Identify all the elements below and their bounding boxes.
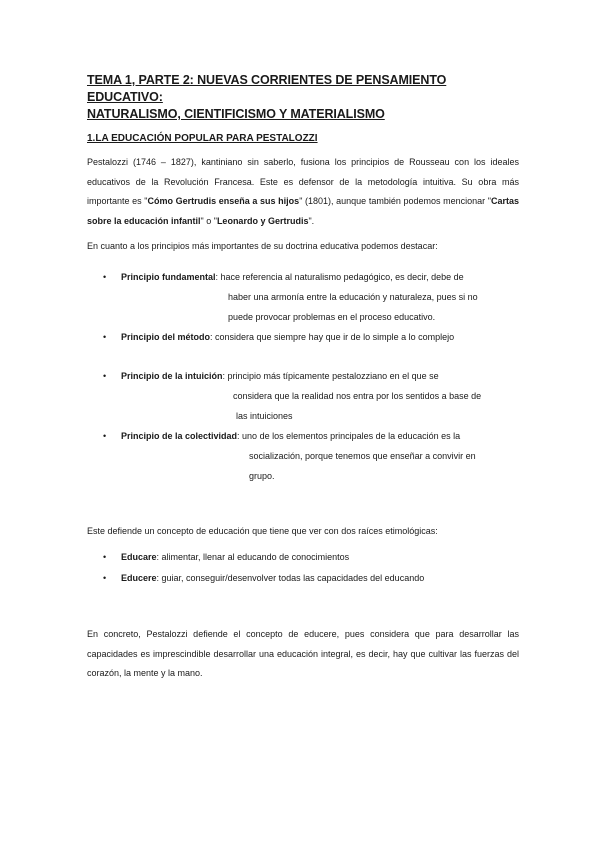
principles-list — [87, 267, 519, 486]
root-educare: • Educare: alimentar, llenar al educando de conocimientos — [87, 547, 519, 568]
book-title-3: Leonardo y Gertrudis — [216, 215, 309, 226]
root-term: Educare — [121, 552, 157, 562]
title-line-2: NATURALISMO, CIENTIFICISMO Y MATERIALISMO — [87, 107, 385, 121]
principle-colectividad: • Principio de la colectividad: uno de los elementos principales de la educación es la socialización, porque tenemos que enseñar a convivir en grupo. — [87, 426, 519, 486]
bullet-icon: • — [103, 370, 107, 381]
principle-term: Principio fundamental — [121, 271, 216, 282]
bullet-icon: • — [103, 573, 107, 583]
book-title-1: Cómo Gertrudis enseña a sus hijos — [147, 196, 300, 206]
bullet-icon: • — [103, 552, 107, 562]
principle-fundamental: • Principio fundamental: hace referencia al naturalismo pedagógico, es decir, debe de haber una armonía entre la educación y naturaleza, pues si no puede provocar problemas en el proceso educativo. — [87, 267, 519, 327]
roots-list — [87, 547, 519, 589]
principle-intuicion: • Principio de la intuición: principio más típicamente pestalozziano en el que se considera que la realidad nos entra por los sentidos a base de las intuiciones — [87, 366, 519, 426]
bullet-icon: • — [103, 430, 107, 441]
title-line-1: TEMA 1, PARTE 2: NUEVAS CORRIENTES DE PENSAMIENTO EDUCATIVO: — [87, 73, 447, 104]
bullet-icon: • — [103, 331, 107, 342]
bullet-icon: • — [103, 271, 107, 282]
principle-term: Principio del método — [121, 331, 211, 342]
conclusion-paragraph: En concreto, Pestalozzi defiende el concepto de educere, pues considera que para desarrollar las capacidades es imprescindible desarrollar una educación integral, es decir, hay que cultivar las fuerzas del corazón, la mente y la mano. — [87, 629, 519, 678]
section-heading: 1.LA EDUCACIÓN POPULAR PARA PESTALOZZI — [87, 133, 318, 144]
document-title — [87, 72, 519, 123]
principles-intro: En cuanto a los principios más importantes de su doctrina educativa podemos destacar: — [87, 241, 438, 251]
roots-intro: Este defiende un concepto de educación que tiene que ver con dos raíces etimológicas: — [87, 525, 438, 536]
root-term: Educere — [121, 573, 157, 583]
document-content — [87, 72, 519, 684]
intro-paragraph: Pestalozzi (1746 – 1827), kantiniano sin saberlo, fusiona los principios de Rousseau con los ideales educativos de la Revolución Francesa. Este es defensor de la metodología intuitiva. Su obra más importante es "Cómo Gertrudis enseña a sus hijos" (1801), aunque también podemos mencionar "Cartas sobre la educación infantil" o "Leonardo y Gertrudis". — [87, 157, 519, 226]
principle-term: Principio de la colectividad — [121, 430, 238, 441]
principle-term: Principio de la intuición — [121, 370, 223, 381]
root-educere: • Educere: guiar, conseguir/desenvolver todas las capacidades del educando — [87, 568, 519, 589]
principle-metodo: • Principio del método: considera que siempre hay que ir de lo simple a lo complejo — [87, 327, 519, 347]
book-title-2: Cartas sobre la educación infantil — [87, 196, 519, 226]
